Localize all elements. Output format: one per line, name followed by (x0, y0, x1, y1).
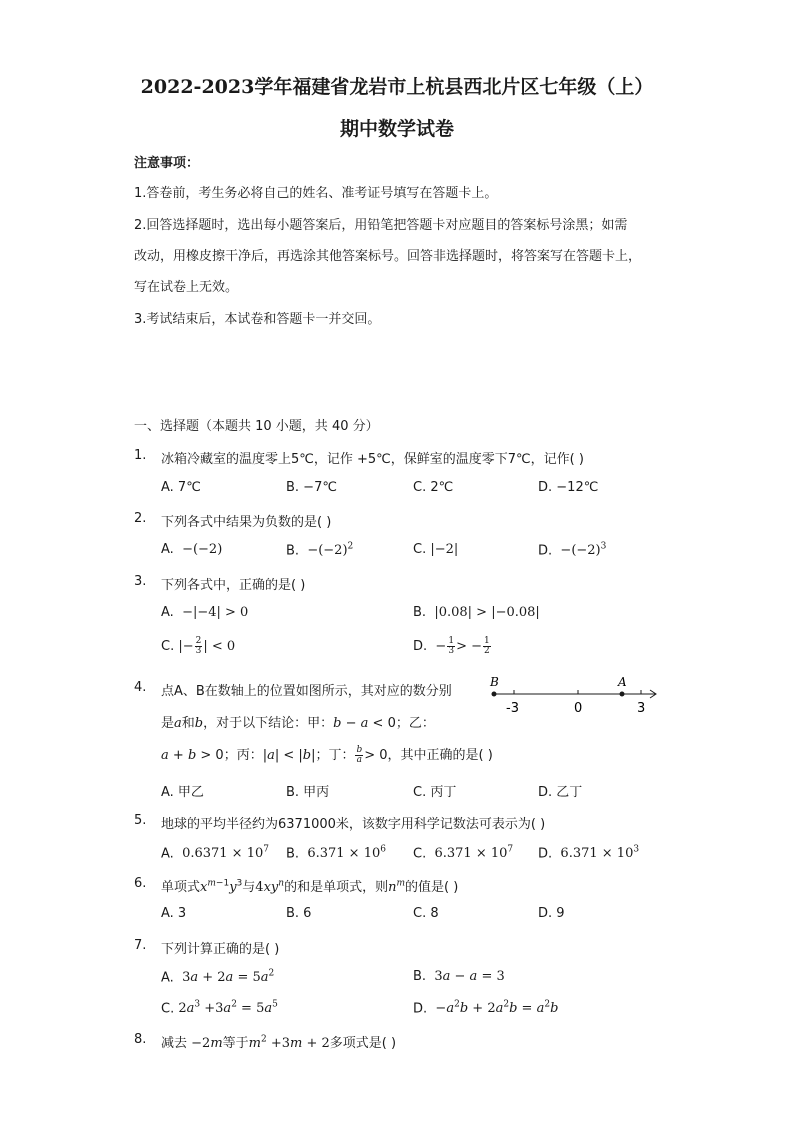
notice-line-4: 写在试卷上无效。 (134, 280, 239, 295)
notice-line-5: 3.考试结束后，本试卷和答题卡一并交回。 (134, 312, 381, 327)
question-number: 8. (134, 1032, 147, 1047)
notice-line-1: 1.答卷前，考生务必将自己的姓名、准考证号填写在答题卡上。 (134, 186, 498, 201)
question-text: 单项式$x^{m-1}y^3$与$4xy^n$的和是单项式，则$n^m$的值是( ) (161, 878, 459, 895)
option-b: B. −7℃ (286, 480, 337, 495)
question-number: 3. (134, 574, 147, 589)
question-number: 2. (134, 511, 147, 526)
option-d: D. $-a^2b + 2a^2b = a^2b$ (413, 1000, 559, 1017)
option-d: D. $-(-2)^3$ (538, 542, 607, 559)
tick-label-3: 3 (637, 701, 646, 716)
option-d: D. 乙丁 (538, 785, 583, 800)
option-c: C. 8 (413, 906, 439, 921)
option-a: A. 3 (161, 906, 187, 921)
option-c: C. $6.371 \times 10^7$ (413, 845, 514, 862)
option-b: B. 6 (286, 906, 312, 921)
option-d: D. −12℃ (538, 480, 599, 495)
page-title-line2: 期中数学试卷 (339, 118, 454, 140)
option-c: C. |− $\frac{2}{3}$ | < 0 (161, 636, 236, 656)
page-title-line1: 2022-2023学年福建省龙岩市上杭县西北片区七年级（上） (140, 76, 654, 98)
option-a: A. 7℃ (161, 480, 201, 495)
option-b: B. |0.08| > |−0.08| (413, 605, 540, 620)
question-text-line2: 是a和b，对于以下结论：甲：b − a < 0；乙： (161, 716, 435, 731)
question-text: 下列计算正确的是( ) (161, 942, 280, 957)
question-text: 点A、B在数轴上的位置如图所示，其对应的数分别 (161, 684, 452, 699)
option-d: D. $6.371 \times 10^3$ (538, 845, 640, 862)
tick-label-0: 0 (574, 701, 583, 716)
question-number: 6. (134, 876, 147, 891)
question-text-line3: a + b > 0；丙：|a| < |b|；丁： $\frac{b}{a}$ > 0，其中正确的是( ) (161, 745, 493, 765)
option-d: D. − $\frac{1}{3}$ > − $\frac{1}{2}$ (413, 636, 490, 656)
option-c: C. 2℃ (413, 480, 454, 495)
question-number: 7. (134, 938, 147, 953)
question-text: 冰箱冷藏室的温度零上5℃，记作 +5℃，保鲜室的温度零下7℃，记作( ) (161, 452, 584, 467)
question-number: 4. (134, 680, 147, 695)
tick-label-minus3: -3 (506, 701, 519, 716)
number-line-figure (486, 676, 664, 716)
notice-line-2: 2.回答选择题时，选出每小题答案后，用铅笔把答题卡对应题目的答案标号涂黑；如需 (134, 218, 628, 233)
point-a (620, 692, 625, 697)
option-d: D. 9 (538, 906, 565, 921)
point-a-label: A (618, 676, 627, 689)
question-text: 减去 −2m等于$m^2 +3m + 2$多项式是( ) (161, 1034, 397, 1051)
question-text: 下列各式中，正确的是( ) (161, 578, 306, 593)
option-b: B. 3a − a = 3 (413, 969, 505, 984)
option-a: A. $0.6371 \times 10^7$ (161, 845, 269, 862)
section-heading: 一、选择题（本题共 10 小题，共 40 分） (134, 419, 379, 434)
point-b (492, 692, 497, 697)
option-b: B. $6.371 \times 10^6$ (286, 845, 386, 862)
option-c: C. |−2| (413, 542, 459, 557)
option-c: C. 丙丁 (413, 785, 457, 800)
option-a: A. −(−2) (161, 542, 223, 557)
question-text: 地球的平均半径约为6371000米，该数字用科学记数法可表示为( ) (161, 817, 546, 832)
option-b: B. $-(-2)^2$ (286, 542, 354, 559)
question-text: 下列各式中结果为负数的是( ) (161, 515, 332, 530)
option-c: C. $2a^3 +3a^2 = 5a^5$ (161, 1000, 278, 1017)
option-b: B. 甲丙 (286, 785, 330, 800)
notice-line-3: 改动，用橡皮擦干净后，再选涂其他答案标号。回答非选择题时，将答案写在答题卡上， (134, 249, 642, 264)
notice-heading: 注意事项： (134, 156, 200, 171)
point-b-label: B (490, 676, 499, 689)
question-number: 1. (134, 448, 147, 463)
option-a: A. $3a + 2a = 5a^2$ (161, 969, 275, 986)
option-a: A. 甲乙 (161, 785, 204, 800)
question-number: 5. (134, 813, 147, 828)
option-a: A. −|−4| > 0 (161, 605, 249, 620)
